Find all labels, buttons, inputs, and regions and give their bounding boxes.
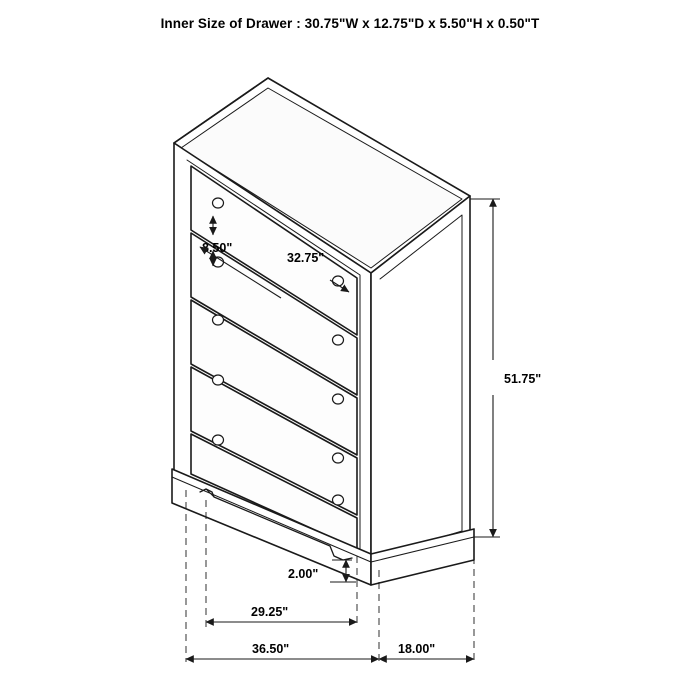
dim-label-overall-depth: 18.00": [398, 642, 436, 656]
dim-label-base-inner-width: 29.25": [251, 605, 289, 619]
page-title: Inner Size of Drawer : 30.75"W x 12.75"D x 5.50"H x 0.50"T: [160, 16, 540, 31]
dim-label-overall-height: 51.75": [504, 372, 542, 386]
dim-overall-height: [470, 199, 500, 537]
drawer-knob-3-right: [333, 394, 344, 404]
drawer-knob-5-right: [333, 495, 344, 505]
drawer-knob-3-left: [213, 315, 224, 325]
dim-label-drawer-height: 8.50": [202, 241, 233, 255]
drawer-knob-1-left: [213, 198, 224, 208]
dim-label-overall-width: 36.50": [252, 642, 290, 656]
chest-body: [172, 78, 474, 585]
drawer-knob-5-left: [213, 435, 224, 445]
dim-label-drawer-width: 32.75": [287, 251, 325, 265]
dim-label-toe-kick: 2.00": [288, 567, 319, 581]
drawer-knob-2-right: [333, 335, 344, 345]
drawer-knob-4-right: [333, 453, 344, 463]
drawer-knob-4-left: [213, 375, 224, 385]
